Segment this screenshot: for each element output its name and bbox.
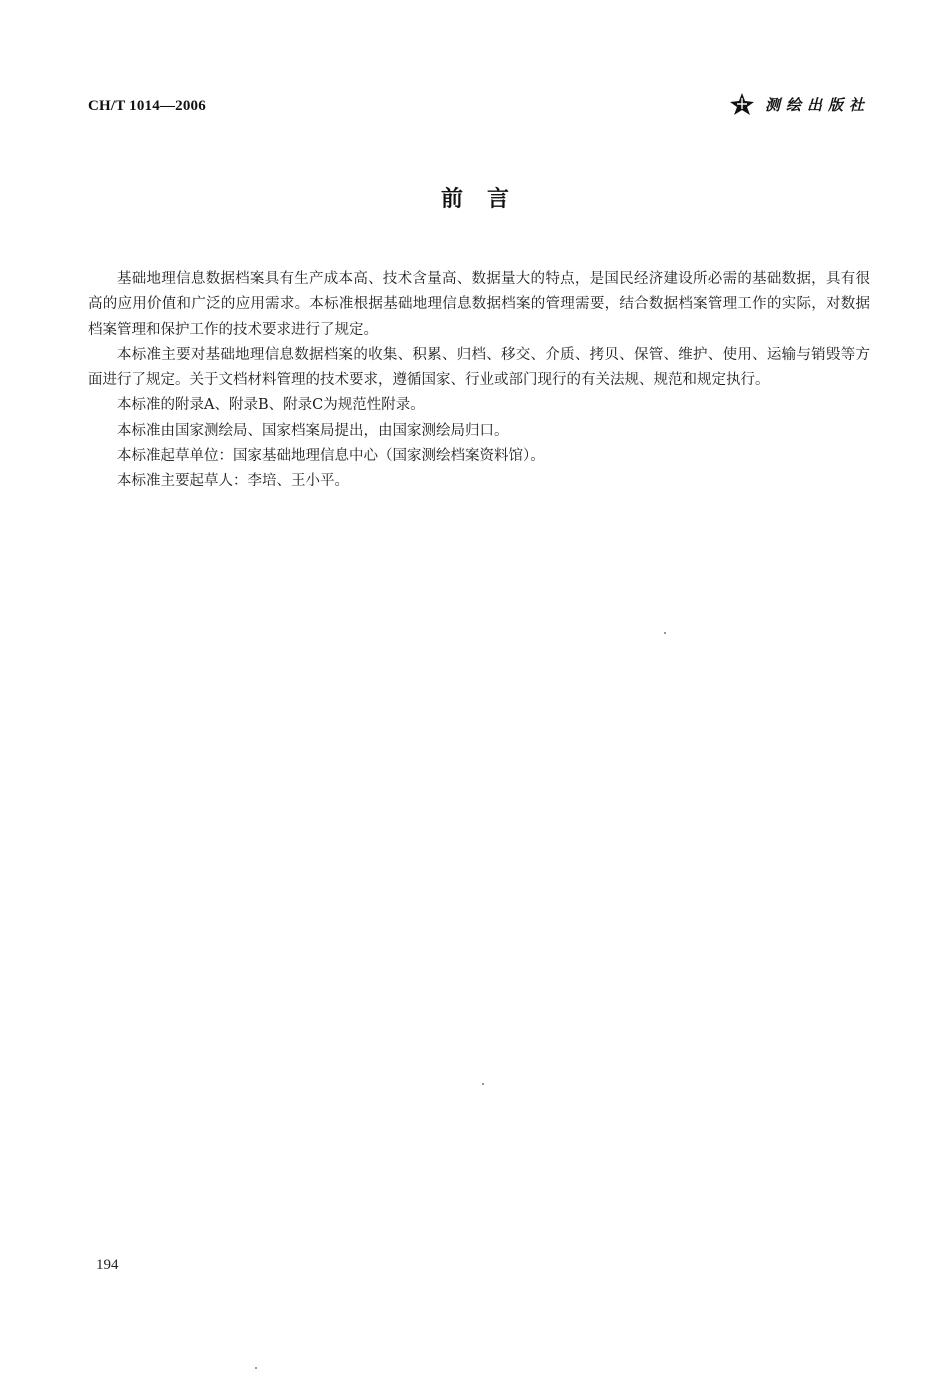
publisher-mark: [729, 92, 870, 116]
paragraph: 本标准起草单位：国家基础地理信息中心（国家测绘档案资料馆）。: [117, 448, 545, 465]
paragraph: 本标准主要对基础地理信息数据档案的收集、积累、归档、移交、介质、拷贝、保管、维护、使用、运输与销毁等方面进行了规定。关于文档材料管理的技术要求，遵循国家、行业或部门现行的有关法规、规范和规定执行。: [88, 346, 870, 389]
publisher-name: 测绘出版社: [764, 95, 870, 114]
scan-speck: [664, 632, 666, 634]
paragraph: 基础地理信息数据档案具有生产成本高、技术含量高、数据量大的特点，是国民经济建设所必需的基础数据，具有很高的应用价值和广泛的应用需求。本标准根据基础地理信息数据档案的管理需要，结合数据档案管理工作的实际，对数据档案管理和保护工作的技术要求进行了规定。: [88, 271, 870, 338]
standard-code: CH/T 1014—2006: [88, 98, 206, 114]
page-number: 194: [96, 1257, 119, 1273]
page-title: 前言: [440, 187, 533, 212]
paragraph: 本标准主要起草人：李培、王小平。: [117, 473, 349, 490]
scan-speck: [255, 1367, 257, 1369]
publisher-logo-icon: [729, 92, 755, 116]
paragraph: 本标准由国家测绘局、国家档案局提出，由国家测绘局归口。: [117, 422, 509, 439]
foreword-body: [88, 267, 870, 495]
scan-speck: [482, 1083, 484, 1085]
paragraph: 本标准的附录A、附录B、附录C为规范性附录。: [117, 397, 425, 414]
